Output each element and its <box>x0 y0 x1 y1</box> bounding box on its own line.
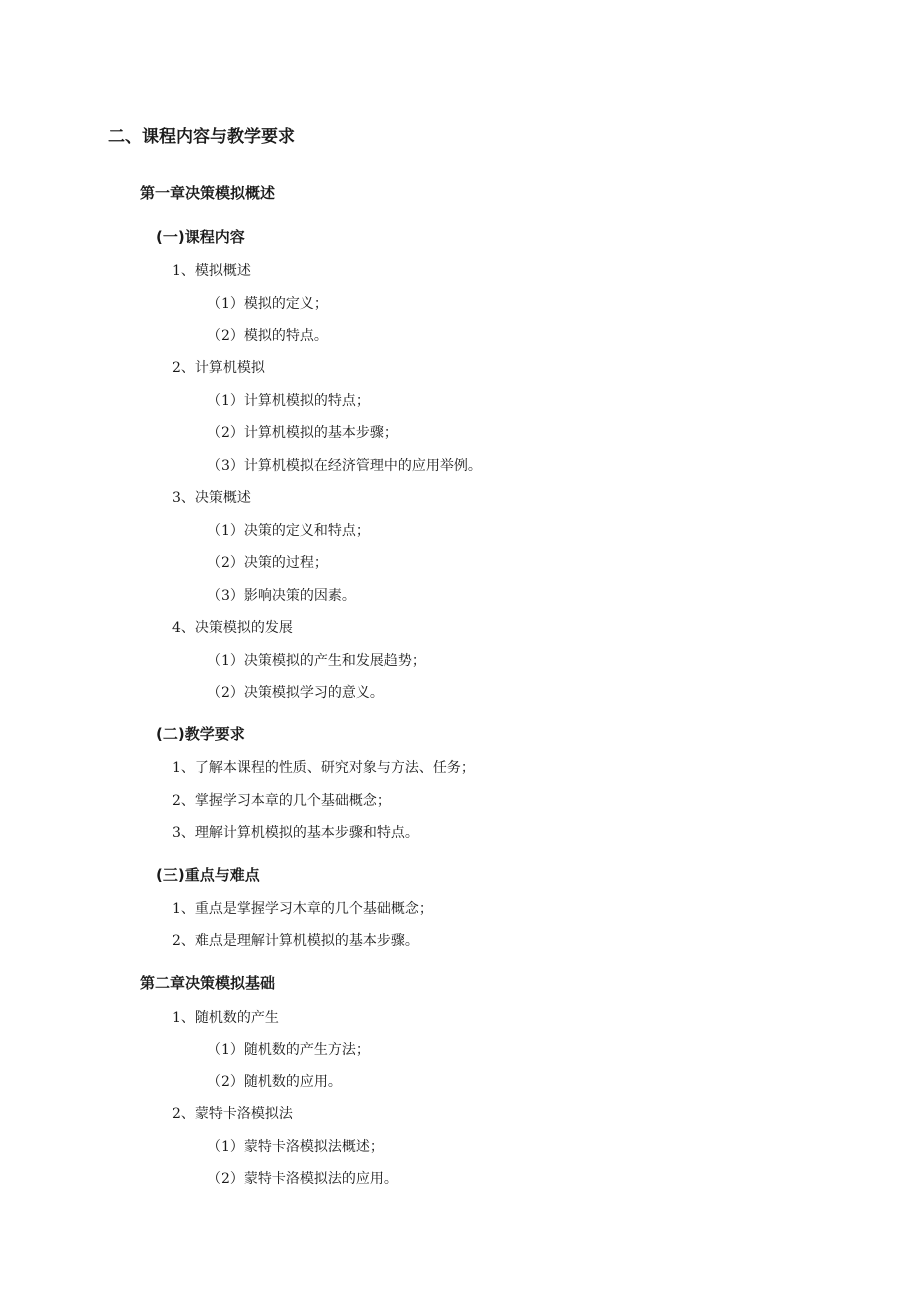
chapter-1-requirements-heading: (二)教学要求 <box>156 725 245 743</box>
chapter-2-item-2-sub-1: （1）蒙特卡洛模拟法概述； <box>207 1139 384 1155</box>
requirement-item-2: 2、掌握学习本章的几个基础概念； <box>172 793 391 809</box>
key-point-item-2: 2、难点是理解计算机模拟的基本步骤。 <box>172 933 419 949</box>
requirement-item-1: 1、了解本课程的性质、研究对象与方法、任务； <box>172 760 475 776</box>
chapter-2-item-2-sub-2: （2）蒙特卡洛模拟法的应用。 <box>207 1171 398 1187</box>
content-item-3-sub-1: （1）决策的定义和特点； <box>207 523 370 539</box>
content-item-2-sub-1: （1）计算机模拟的特点； <box>207 393 370 409</box>
section-title: 二、课程内容与教学要求 <box>108 127 295 147</box>
content-item-3-sub-2: （2）决策的过程； <box>207 555 328 571</box>
content-item-3-sub-3: （3）影响决策的因素。 <box>207 588 356 604</box>
content-item-2-sub-3: （3）计算机模拟在经济管理中的应用举例。 <box>207 458 482 474</box>
content-item-2: 2、计算机模拟 <box>172 360 265 376</box>
requirement-item-3: 3、理解计算机模拟的基本步骤和特点。 <box>172 825 419 841</box>
chapter-2-item-1-sub-2: （2）随机数的应用。 <box>207 1074 342 1090</box>
content-item-4: 4、决策模拟的发展 <box>172 620 293 636</box>
chapter-2-item-1-sub-1: （1）随机数的产生方法； <box>207 1042 370 1058</box>
chapter-1-content-heading: (一)课程内容 <box>156 228 245 246</box>
chapter-1-key-points-heading: (三)重点与难点 <box>156 866 260 884</box>
chapter-1-title: 第一章决策模拟概述 <box>140 184 276 202</box>
content-item-4-sub-1: （1）决策模拟的产生和发展趋势； <box>207 653 426 669</box>
content-item-2-sub-2: （2）计算机模拟的基本步骤； <box>207 425 398 441</box>
key-point-item-1: 1、重点是掌握学习木章的几个基础概念； <box>172 901 433 917</box>
content-item-1-sub-2: （2）模拟的特点。 <box>207 328 328 344</box>
chapter-2-title: 第二章决策模拟基础 <box>140 974 276 992</box>
content-item-3: 3、决策概述 <box>172 490 251 506</box>
content-item-1-sub-1: （1）模拟的定义； <box>207 296 328 312</box>
chapter-2-item-2: 2、蒙特卡洛模拟法 <box>172 1106 293 1122</box>
content-item-1: 1、模拟概述 <box>172 263 251 279</box>
chapter-2-item-1: 1、随机数的产生 <box>172 1010 279 1026</box>
content-item-4-sub-2: （2）决策模拟学习的意义。 <box>207 685 384 701</box>
